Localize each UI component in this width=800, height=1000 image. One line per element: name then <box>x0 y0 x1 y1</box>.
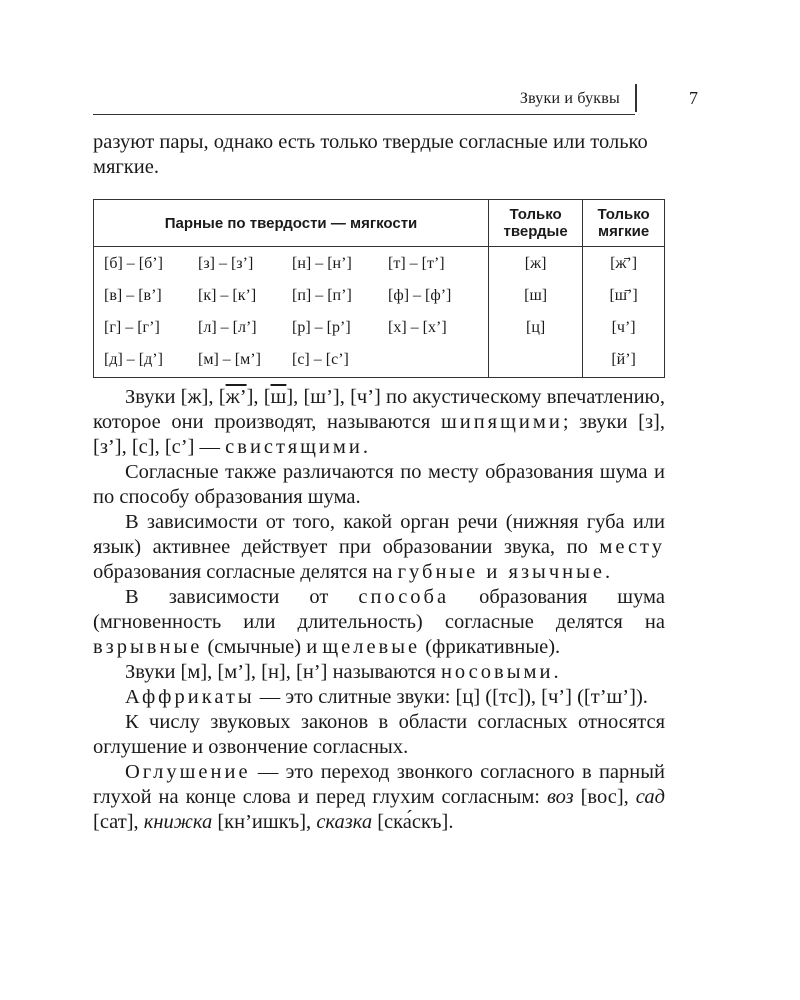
pair-item: [м] – [м’] <box>198 351 261 368</box>
term-manner: способа <box>358 586 450 608</box>
term-plosive: взрывные <box>93 636 203 658</box>
pair-item: [н] – [н’] <box>292 255 352 272</box>
pair-item: [в] – [в’] <box>104 287 162 304</box>
text-span: [кн’ишкъ], <box>212 811 317 833</box>
text-span: В зависимости от <box>125 586 359 608</box>
term-lingual: язычные <box>508 561 605 583</box>
text-span: ж’ <box>225 386 247 408</box>
hard-item <box>489 349 582 371</box>
intro-text: разуют пары, однако есть только твердые согласные или только мягкие. <box>93 131 648 178</box>
text-span: . <box>605 561 611 583</box>
text-span: образования шума (мгновенность или длительность) согласные делятся на <box>93 586 665 633</box>
text-span: и <box>478 561 509 583</box>
example-word: книжка <box>143 811 213 833</box>
text-span: Звуки [м], [м’], [н], [н’] называются <box>125 661 441 683</box>
pair-item: [б] – [б’] <box>104 255 163 272</box>
term-affricates: Аффрикаты <box>125 686 255 708</box>
text-span: . <box>362 436 368 458</box>
consonant-table <box>93 199 665 378</box>
term-hushing: шипящими <box>440 411 563 433</box>
text-span: — это слитные звуки: [ц] ([тс]), [ч’] ([т’ш’]). <box>254 686 648 708</box>
hard-item: [ц] <box>525 319 546 336</box>
header-pairs: Парные по твердости — мягкости <box>94 200 489 247</box>
term-whistling: свистящими <box>225 436 363 458</box>
pair-item: [к] – [к’] <box>198 287 257 304</box>
example-word: сад <box>635 786 665 808</box>
term-labial: губные <box>397 561 479 583</box>
paragraph-devoicing <box>93 760 665 835</box>
soft-item: [й’] <box>611 351 636 368</box>
header-soft-only: Только мягкие <box>583 200 665 247</box>
term-nasal: носовыми <box>440 661 554 683</box>
section-title: Звуки и буквы <box>519 90 620 107</box>
pair-item: [х] – [х’] <box>388 319 447 336</box>
hard-item: [ш] <box>524 287 548 304</box>
header-hard-only: Только твердые <box>489 200 583 247</box>
hard-item: [ж] <box>524 255 547 272</box>
pairs-grid <box>94 247 488 377</box>
running-header <box>93 88 698 116</box>
pair-item: [д] – [д’] <box>104 351 163 368</box>
pair-item: [п] – [п’] <box>292 287 352 304</box>
text-span: . <box>553 661 559 683</box>
soft-only-cell <box>583 247 665 378</box>
table-body-row <box>94 247 665 378</box>
text-span: ш <box>270 386 287 408</box>
hard-only-cell <box>489 247 583 378</box>
paragraph-classification: Согласные также различаются по месту образования шума и по способу образования шума. <box>93 461 665 508</box>
text-span: ], [ш’], [ч’] по акустическому впечатлению, которое они производят, называются <box>93 386 665 433</box>
body-text <box>93 385 665 835</box>
text-span: (смычные) и <box>202 636 323 658</box>
text-span: [вос], <box>573 786 636 808</box>
pair-item: [з] – [з’] <box>198 255 254 272</box>
paragraph-nasal <box>93 660 665 685</box>
pair-item: [ф] – [ф’] <box>388 287 452 304</box>
page-number: 7 <box>689 88 698 108</box>
example-word: воз <box>547 786 574 808</box>
paragraph-place <box>93 510 665 585</box>
text-span: — это переход звонкого согласного в парный глухой на конце слова и перед глухим согласным: <box>93 761 665 808</box>
header-divider <box>635 84 637 112</box>
text-span: В зависимости от того, какой орган речи (нижняя губа или язык) активнее действует при образовании звука, по <box>93 511 665 558</box>
text-span: (фрикативные). <box>420 636 561 658</box>
text-span: образования согласные делятся на <box>93 561 398 583</box>
pair-item: [л] – [л’] <box>198 319 257 336</box>
pair-item: [т] – [т’] <box>388 255 445 272</box>
table-header-row <box>94 200 665 247</box>
soft-item: [ч’] <box>611 319 636 336</box>
soft-item: [ж̄’] <box>610 255 638 272</box>
header-rule <box>93 114 635 115</box>
soft-item: [ш̄’] <box>609 287 638 304</box>
paragraph-sibilants <box>93 385 665 460</box>
text-span: ], [ <box>246 386 271 408</box>
pairs-cell <box>94 247 489 378</box>
example-word: сказка <box>316 811 373 833</box>
pair-item: [с] – [с’] <box>292 351 349 368</box>
pair-item: [р] – [р’] <box>292 319 351 336</box>
soft-only-list <box>583 247 664 377</box>
term-place: месту <box>599 536 665 558</box>
paragraph-manner <box>93 585 665 660</box>
text-span: [сат], <box>93 811 144 833</box>
paragraph-sound-laws: К числу звуковых законов в области согласных относятся оглушение и озвончение согласных. <box>93 711 665 758</box>
text-span: [ска́скъ]. <box>372 811 454 833</box>
term-fricative: щелевые <box>322 636 421 658</box>
hard-only-list <box>489 247 582 377</box>
pair-item <box>388 349 488 371</box>
term-devoicing: Оглушение <box>125 761 251 783</box>
paragraph-affricates <box>93 685 665 710</box>
pair-item: [г] – [г’] <box>104 319 160 336</box>
text-span: Звуки [ж], [ <box>125 386 226 408</box>
text-span: ; звуки [з], [з’], [с], [с’] — <box>93 411 665 458</box>
